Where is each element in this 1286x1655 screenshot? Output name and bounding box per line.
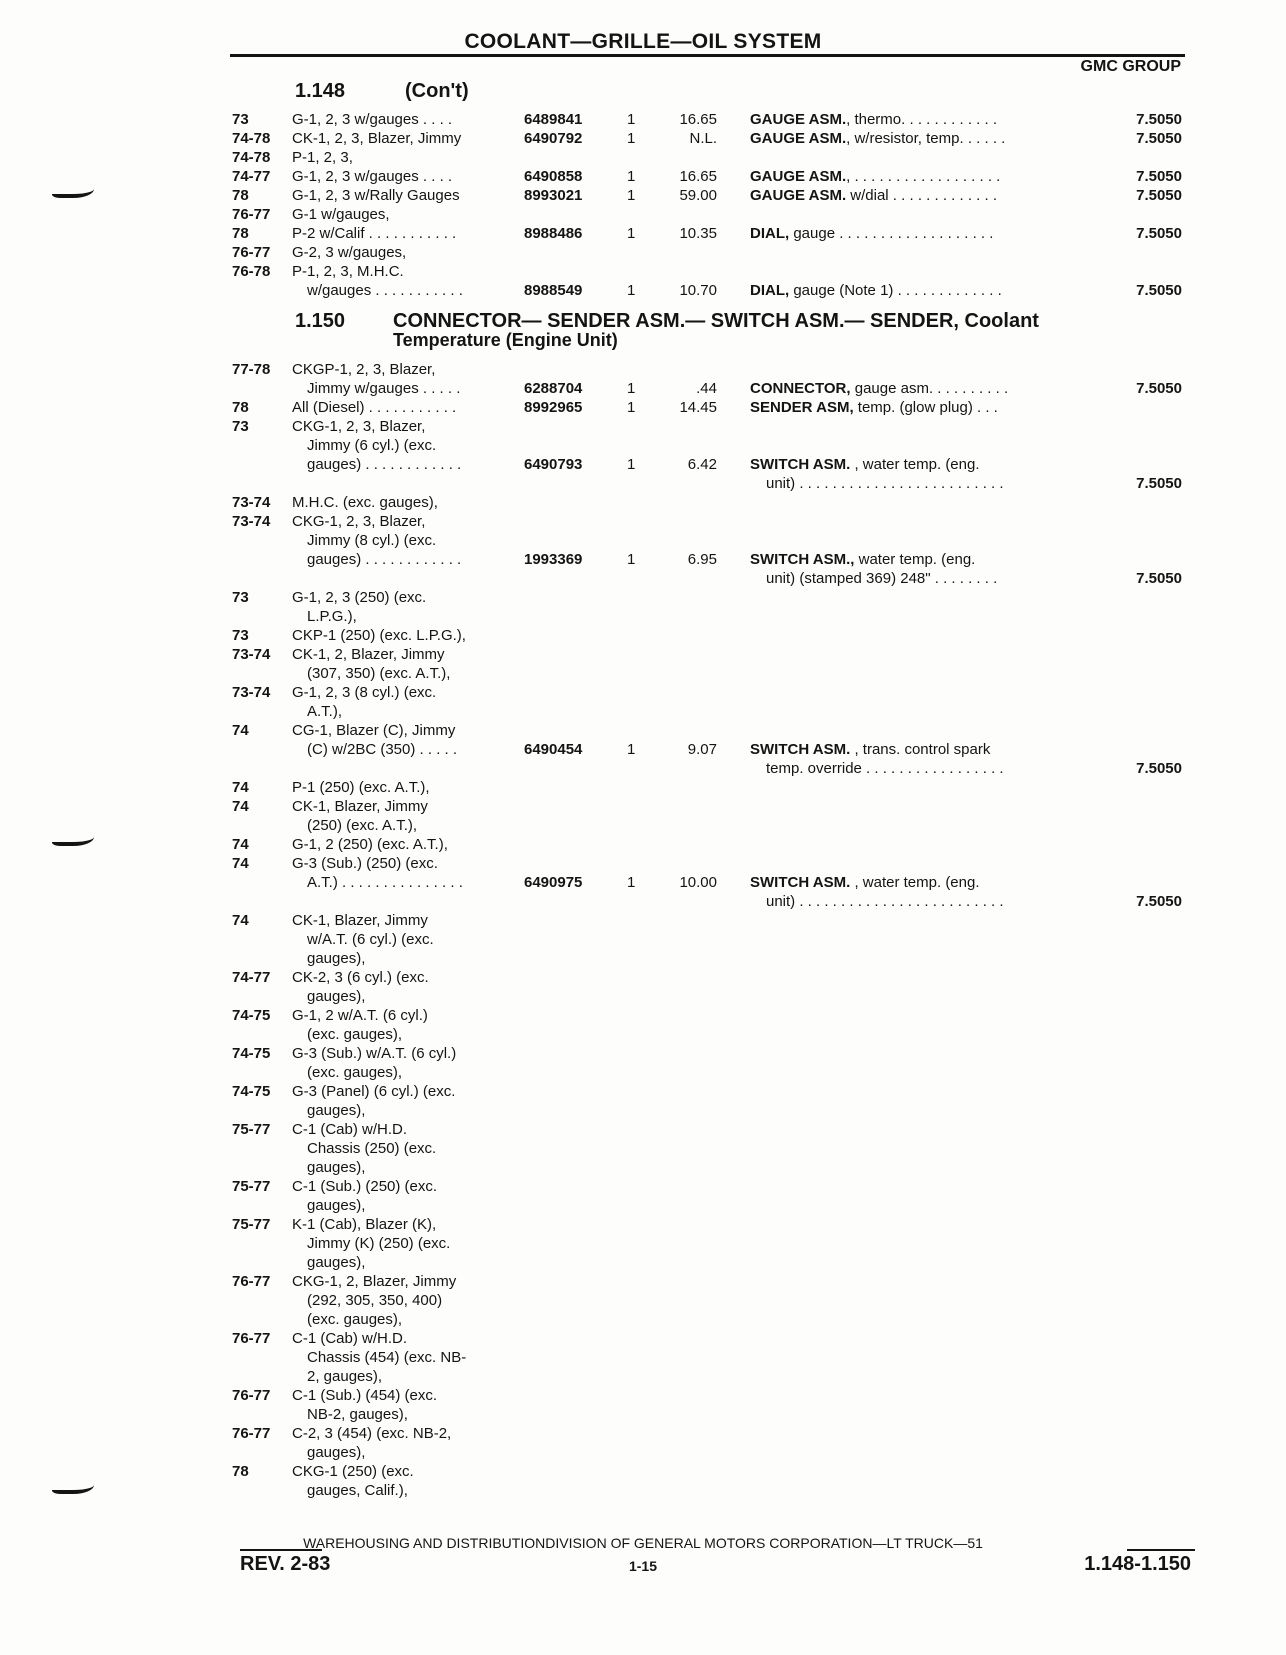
part-name: GAUGE ASM. [750, 130, 847, 147]
part-number: 1993369 [524, 551, 583, 568]
table-row [0, 243, 1286, 262]
price: 10.70 [679, 282, 717, 299]
price: .44 [696, 380, 717, 397]
section-1-150-title-line2: Temperature (Engine Unit) [393, 330, 618, 350]
table-row [0, 1253, 1286, 1272]
year-range: 73-74 [232, 646, 271, 663]
application: gauges), [307, 1102, 366, 1119]
year-range: 74 [232, 798, 249, 815]
table-row [0, 512, 1286, 531]
application: gauges), [307, 1444, 366, 1461]
table-row [0, 417, 1286, 436]
description [750, 379, 1008, 398]
part-number: 6490792 [524, 130, 583, 147]
application: G-2, 3 w/gauges, [292, 244, 407, 261]
year-range: 73 [232, 627, 249, 644]
title-rule [230, 54, 1185, 57]
table-row [0, 531, 1286, 550]
table-row [0, 262, 1286, 281]
table-row [0, 588, 1286, 607]
table-row [0, 110, 1286, 129]
application: CK-1, Blazer, Jimmy [292, 912, 428, 929]
year-range: 76-77 [232, 206, 271, 223]
year-range: 74 [232, 779, 249, 796]
part-number: 8993021 [524, 187, 583, 204]
application: CKG-1, 2, 3, Blazer, [292, 418, 426, 435]
application: gauges), [307, 1197, 366, 1214]
group-label: GMC GROUP [1080, 58, 1181, 75]
application: G-1, 2, 3 (8 cyl.) (exc. [292, 684, 437, 701]
application: P-1, 2, 3, [292, 149, 353, 166]
year-range: 73 [232, 589, 249, 606]
application: w/A.T. (6 cyl.) (exc. [307, 931, 434, 948]
application: G-3 (Panel) (6 cyl.) (exc. [292, 1083, 456, 1100]
application: C-1 (Cab) w/H.D. [292, 1330, 408, 1347]
part-detail: w/dial . . . . . . . . . . . . . [846, 187, 997, 204]
table-row [0, 1367, 1286, 1386]
table-row [0, 702, 1286, 721]
section-1-148-title: (Con't) [405, 80, 469, 102]
table-row [0, 835, 1286, 854]
part-detail: water temp. (eng. [854, 551, 976, 568]
group-number: 7.5050 [1136, 570, 1182, 587]
table-row [0, 987, 1286, 1006]
table-row [0, 740, 1286, 759]
year-range: 76-77 [232, 1330, 271, 1347]
section-1-150-number: 1.150 [295, 310, 346, 332]
table-row [0, 1063, 1286, 1082]
table-row [0, 1101, 1286, 1120]
table-row [0, 664, 1286, 683]
part-name: SWITCH ASM. [750, 456, 851, 473]
part-detail: unit) (stamped 369) 248" . . . . . . . . [766, 570, 998, 587]
application: G-1, 2 (250) (exc. A.T.), [292, 836, 448, 853]
table-row [0, 569, 1286, 588]
application: G-1, 2, 3 w/gauges . . . . [292, 111, 453, 128]
part-detail: , trans. control spark [850, 741, 991, 758]
group-number: 7.5050 [1136, 111, 1182, 128]
application: NB-2, gauges), [307, 1406, 408, 1423]
application: CKG-1, 2, Blazer, Jimmy [292, 1273, 457, 1290]
application: Jimmy (K) (250) (exc. [307, 1235, 451, 1252]
application: M.H.C. (exc. gauges), [292, 494, 438, 511]
table-row [0, 626, 1286, 645]
quantity: 1 [627, 187, 636, 204]
quantity: 1 [627, 874, 636, 891]
application: gauges), [307, 950, 366, 967]
application: CKG-1, 2, 3, Blazer, [292, 513, 426, 530]
application: A.T.) . . . . . . . . . . . . . . . [307, 874, 463, 891]
application: CK-1, 2, 3, Blazer, Jimmy [292, 130, 462, 147]
application: G-1 w/gauges, [292, 206, 390, 223]
description [750, 129, 1005, 148]
application: K-1 (Cab), Blazer (K), [292, 1216, 437, 1233]
part-name: GAUGE ASM. [750, 168, 847, 185]
part-number: 6490793 [524, 456, 583, 473]
description [750, 740, 990, 759]
year-range: 75-77 [232, 1178, 271, 1195]
year-range: 76-77 [232, 1425, 271, 1442]
table-row [0, 281, 1286, 300]
application: All (Diesel) . . . . . . . . . . . [292, 399, 457, 416]
year-range: 74-78 [232, 149, 271, 166]
application: Jimmy w/gauges . . . . . [307, 380, 461, 397]
quantity: 1 [627, 399, 636, 416]
group-number: 7.5050 [1136, 475, 1182, 492]
description [750, 550, 975, 569]
page-title: COOLANT—GRILLE—OIL SYSTEM [464, 30, 822, 53]
group-number: 7.5050 [1136, 187, 1182, 204]
price: 14.45 [679, 399, 717, 416]
price: 16.65 [679, 168, 717, 185]
year-range: 77-78 [232, 361, 271, 378]
description [750, 167, 1000, 186]
table-row [0, 930, 1286, 949]
year-range: 74-78 [232, 130, 271, 147]
description [750, 186, 997, 205]
table-row [0, 607, 1286, 626]
year-range: 74-75 [232, 1045, 271, 1062]
application: Jimmy (8 cyl.) (exc. [307, 532, 437, 549]
year-range: 76-77 [232, 1273, 271, 1290]
quantity: 1 [627, 111, 636, 128]
section-1-148-number: 1.148 [295, 80, 346, 102]
group-number: 7.5050 [1136, 282, 1182, 299]
part-detail: unit) . . . . . . . . . . . . . . . . . . . . . . . . . [766, 893, 1004, 910]
table-row [0, 1272, 1286, 1291]
application: G-1, 2, 3 w/gauges . . . . [292, 168, 453, 185]
application: P-1, 2, 3, M.H.C. [292, 263, 404, 280]
description [750, 455, 980, 474]
table-row [0, 129, 1286, 148]
table-row [0, 1006, 1286, 1025]
application: 2, gauges), [307, 1368, 383, 1385]
table-row [0, 436, 1286, 455]
table-row [0, 474, 1286, 493]
year-range: 78 [232, 399, 249, 416]
quantity: 1 [627, 225, 636, 242]
table-row [0, 721, 1286, 740]
year-range: 73-74 [232, 494, 271, 511]
table-row [0, 873, 1286, 892]
year-range: 73 [232, 111, 249, 128]
table-row [0, 1424, 1286, 1443]
application: G-1, 2 w/A.T. (6 cyl.) [292, 1007, 428, 1024]
section-1-150-title: CONNECTOR— SENDER ASM.— SWITCH ASM.— SENDER, Coolant [393, 310, 1039, 332]
price: 59.00 [679, 187, 717, 204]
part-detail: temp. override . . . . . . . . . . . . . . . . . [766, 760, 1004, 777]
table-row [0, 778, 1286, 797]
application: w/gauges . . . . . . . . . . . [307, 282, 463, 299]
part-detail: , water temp. (eng. [850, 874, 980, 891]
table-row [0, 1481, 1286, 1500]
footer-revision: REV. 2-83 [240, 1553, 331, 1575]
application: CKP-1 (250) (exc. L.P.G.), [292, 627, 466, 644]
table-row [0, 1025, 1286, 1044]
table-row [0, 816, 1286, 835]
table-row [0, 550, 1286, 569]
table-row [0, 854, 1286, 873]
application: CK-1, 2, Blazer, Jimmy [292, 646, 445, 663]
table-row [0, 493, 1286, 512]
year-range: 76-77 [232, 1387, 271, 1404]
part-detail: temp. (glow plug) . . . [853, 399, 998, 416]
price: 16.65 [679, 111, 717, 128]
table-row [0, 1234, 1286, 1253]
application: CKG-1 (250) (exc. [292, 1463, 414, 1480]
description [750, 110, 997, 129]
part-number: 6490858 [524, 168, 583, 185]
application: gauges), [307, 988, 366, 1005]
year-range: 73 [232, 418, 249, 435]
application: (C) w/2BC (350) . . . . . [307, 741, 458, 758]
group-number: 7.5050 [1136, 168, 1182, 185]
year-range: 74 [232, 912, 249, 929]
table-row [0, 1405, 1286, 1424]
quantity: 1 [627, 456, 636, 473]
application: C-1 (Cab) w/H.D. [292, 1121, 408, 1138]
application: (307, 350) (exc. A.T.), [307, 665, 451, 682]
table-row [0, 1310, 1286, 1329]
part-name: GAUGE ASM. [750, 111, 847, 128]
table-row [0, 224, 1286, 243]
price: 10.00 [679, 874, 717, 891]
year-range: 73-74 [232, 684, 271, 701]
application: Chassis (250) (exc. [307, 1140, 437, 1157]
table-row [0, 1120, 1286, 1139]
application: P-2 w/Calif . . . . . . . . . . . [292, 225, 457, 242]
table-row [0, 1177, 1286, 1196]
table-row [0, 167, 1286, 186]
table-row [0, 205, 1286, 224]
table-row [0, 1082, 1286, 1101]
table-row [0, 1215, 1286, 1234]
part-detail: gauge . . . . . . . . . . . . . . . . . . . [789, 225, 994, 242]
table-row [0, 645, 1286, 664]
table-row [0, 360, 1286, 379]
application: gauges), [307, 1254, 366, 1271]
group-number: 7.5050 [1136, 893, 1182, 910]
application: (exc. gauges), [307, 1064, 403, 1081]
footer-publisher: WAREHOUSING AND DISTRIBUTIONDIVISION OF GENERAL MOTORS CORPORATION—LT TRUCK—51 [303, 1535, 983, 1551]
part-name: GAUGE ASM. [750, 187, 847, 204]
year-range: 74 [232, 855, 249, 872]
part-detail: unit) . . . . . . . . . . . . . . . . . . . . . . . . . [766, 475, 1004, 492]
description [750, 569, 997, 588]
application: (292, 305, 350, 400) [307, 1292, 443, 1309]
application: G-1, 2, 3 w/Rally Gauges [292, 187, 460, 204]
application: C-1 (Sub.) (250) (exc. [292, 1178, 438, 1195]
application: gauges, Calif.), [307, 1482, 408, 1499]
footer-section-range: 1.148-1.150 [1084, 1553, 1191, 1575]
price: 6.95 [687, 551, 717, 568]
part-detail: , w/resistor, temp. . . . . . [846, 130, 1006, 147]
application: CK-2, 3 (6 cyl.) (exc. [292, 969, 429, 986]
price: 10.35 [679, 225, 717, 242]
year-range: 74 [232, 836, 249, 853]
year-range: 78 [232, 187, 249, 204]
application: gauges), [307, 1159, 366, 1176]
table-row [0, 759, 1286, 778]
price: 6.42 [687, 456, 717, 473]
description [750, 281, 1002, 300]
application: (exc. gauges), [307, 1311, 403, 1328]
application: CK-1, Blazer, Jimmy [292, 798, 428, 815]
binder-tick-mark [52, 180, 94, 198]
part-detail: , . . . . . . . . . . . . . . . . . . [846, 168, 1001, 185]
part-number: 6489841 [524, 111, 583, 128]
table-row [0, 379, 1286, 398]
part-number: 8992965 [524, 399, 583, 416]
application: (250) (exc. A.T.), [307, 817, 418, 834]
application: CKGP-1, 2, 3, Blazer, [292, 361, 436, 378]
description [750, 873, 980, 892]
application: G-1, 2, 3 (250) (exc. [292, 589, 427, 606]
year-range: 74-75 [232, 1007, 271, 1024]
year-range: 78 [232, 225, 249, 242]
part-detail: , water temp. (eng. [850, 456, 980, 473]
application: P-1 (250) (exc. A.T.), [292, 779, 430, 796]
price: 9.07 [687, 741, 717, 758]
application: L.P.G.), [307, 608, 357, 625]
table-row [0, 1158, 1286, 1177]
quantity: 1 [627, 380, 636, 397]
description [750, 474, 1004, 493]
table-row [0, 797, 1286, 816]
table-row [0, 949, 1286, 968]
binder-tick-mark [52, 828, 94, 846]
binder-tick-mark [52, 1476, 94, 1494]
description [750, 398, 998, 417]
table-row [0, 1329, 1286, 1348]
part-name: SWITCH ASM. [750, 741, 851, 758]
part-number: 6490975 [524, 874, 583, 891]
part-number: 6288704 [524, 380, 583, 397]
year-range: 76-77 [232, 244, 271, 261]
table-row [0, 1348, 1286, 1367]
quantity: 1 [627, 282, 636, 299]
year-range: 76-78 [232, 263, 271, 280]
part-number: 8988486 [524, 225, 583, 242]
year-range: 74 [232, 722, 249, 739]
part-name: SENDER ASM, [750, 399, 854, 416]
year-range: 74-75 [232, 1083, 271, 1100]
table-row [0, 148, 1286, 167]
description [750, 759, 1004, 778]
year-range: 75-77 [232, 1121, 271, 1138]
application: Jimmy (6 cyl.) (exc. [307, 437, 437, 454]
quantity: 1 [627, 551, 636, 568]
part-name: SWITCH ASM. [750, 874, 851, 891]
year-range: 78 [232, 1463, 249, 1480]
part-name: DIAL, [750, 282, 790, 299]
part-name: SWITCH ASM., [750, 551, 855, 568]
price: N.L. [689, 130, 717, 147]
table-row [0, 683, 1286, 702]
part-number: 6490454 [524, 741, 583, 758]
footer-page-number: 1-15 [628, 1558, 658, 1574]
description [750, 224, 993, 243]
table-row [0, 968, 1286, 987]
table-row [0, 892, 1286, 911]
table-row [0, 186, 1286, 205]
application: G-3 (Sub.) w/A.T. (6 cyl.) [292, 1045, 457, 1062]
table-row [0, 1044, 1286, 1063]
application: G-3 (Sub.) (250) (exc. [292, 855, 438, 872]
table-row [0, 455, 1286, 474]
table-row [0, 1443, 1286, 1462]
quantity: 1 [627, 741, 636, 758]
group-number: 7.5050 [1136, 760, 1182, 777]
application: C-2, 3 (454) (exc. NB-2, [292, 1425, 452, 1442]
part-detail: , thermo. . . . . . . . . . . . [846, 111, 997, 128]
table-row [0, 1291, 1286, 1310]
application: CG-1, Blazer (C), Jimmy [292, 722, 456, 739]
table-row [0, 911, 1286, 930]
quantity: 1 [627, 130, 636, 147]
application: gauges) . . . . . . . . . . . . [307, 456, 462, 473]
table-row [0, 1462, 1286, 1481]
year-range: 74-77 [232, 969, 271, 986]
table-row [0, 1386, 1286, 1405]
application: gauges) . . . . . . . . . . . . [307, 551, 462, 568]
group-number: 7.5050 [1136, 225, 1182, 242]
year-range: 74-77 [232, 168, 271, 185]
quantity: 1 [627, 168, 636, 185]
application: Chassis (454) (exc. NB- [307, 1349, 467, 1366]
application: A.T.), [307, 703, 343, 720]
year-range: 73-74 [232, 513, 271, 530]
application: C-1 (Sub.) (454) (exc. [292, 1387, 438, 1404]
description [750, 892, 1004, 911]
table-row [0, 1139, 1286, 1158]
part-name: CONNECTOR, [750, 380, 851, 397]
part-detail: gauge (Note 1) . . . . . . . . . . . . . [789, 282, 1002, 299]
year-range: 75-77 [232, 1216, 271, 1233]
application: (exc. gauges), [307, 1026, 403, 1043]
group-number: 7.5050 [1136, 130, 1182, 147]
table-row [0, 398, 1286, 417]
group-number: 7.5050 [1136, 380, 1182, 397]
part-number: 8988549 [524, 282, 583, 299]
table-row [0, 1196, 1286, 1215]
part-name: DIAL, [750, 225, 790, 242]
part-detail: gauge asm. . . . . . . . . . [850, 380, 1009, 397]
